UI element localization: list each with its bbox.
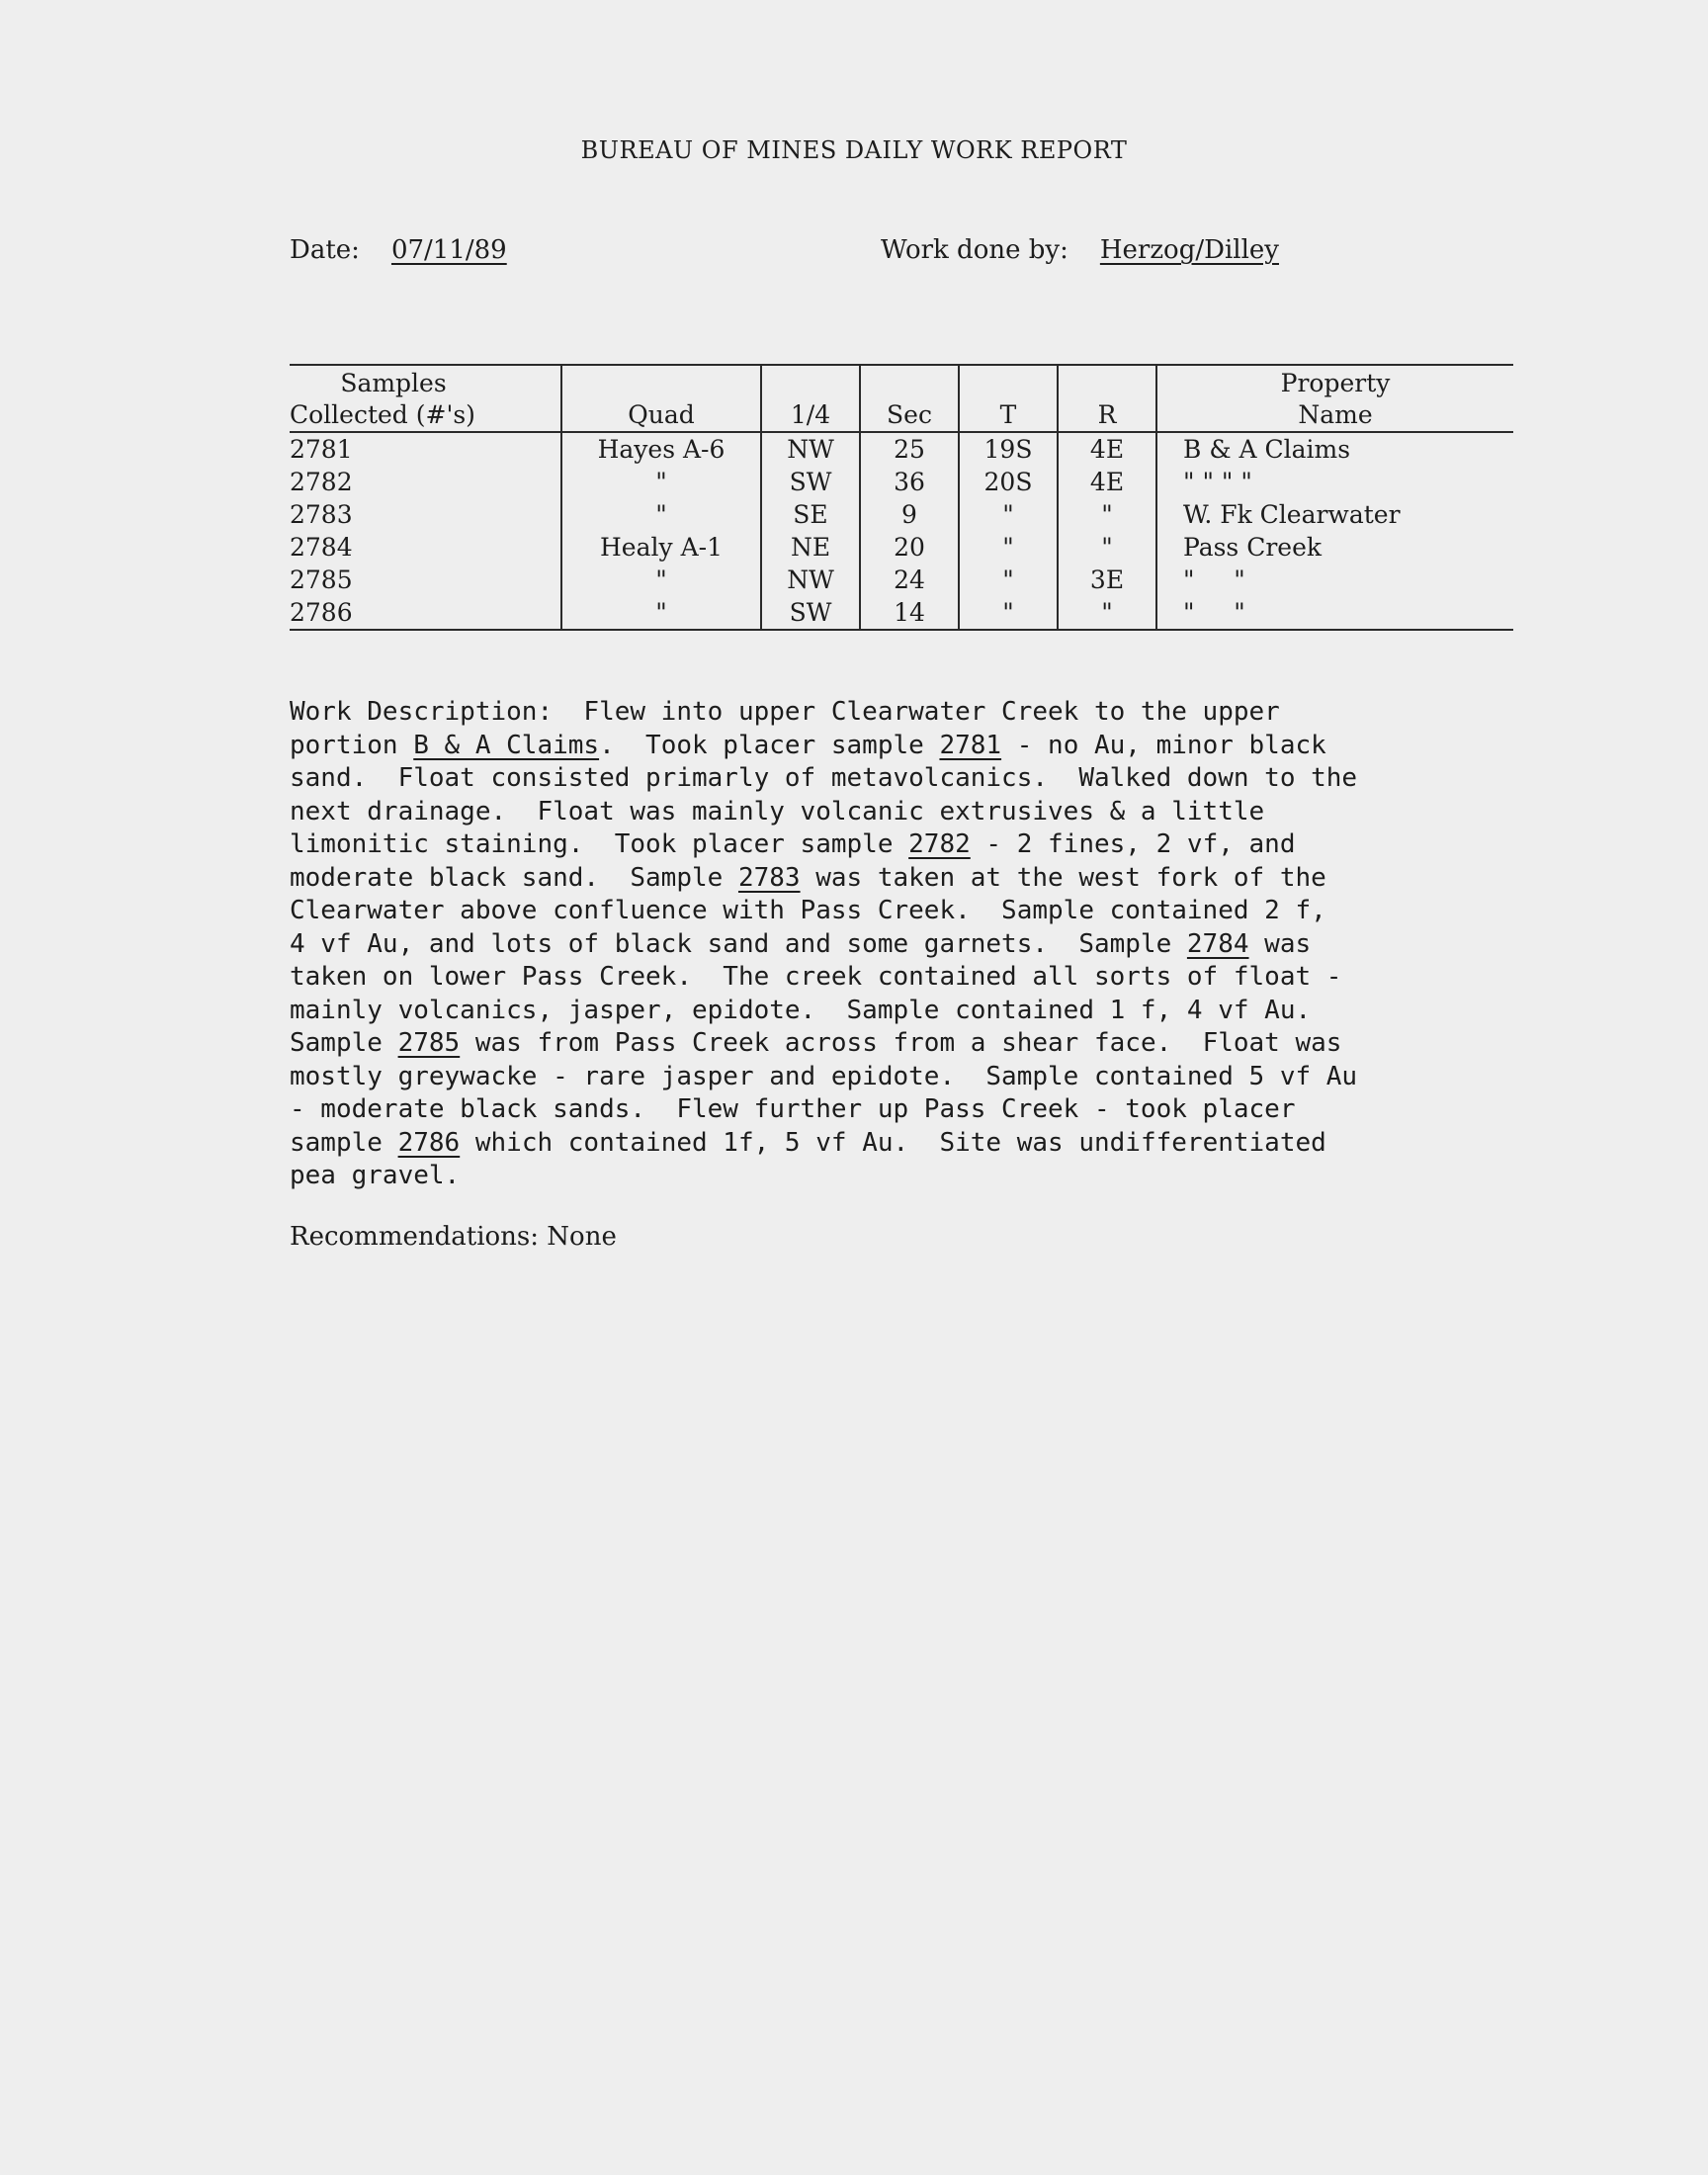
cell-property: " " " ": [1156, 466, 1513, 498]
description-text: sample: [290, 1127, 398, 1158]
underlined-reference: 2783: [737, 862, 801, 893]
cell-t: ": [959, 564, 1058, 596]
cell-t: ": [959, 498, 1058, 531]
description-line: [290, 762, 1476, 796]
cell-sec: 24: [860, 564, 959, 596]
description-text: . Took placer sample: [599, 730, 940, 760]
date-value: 07/11/89: [390, 235, 507, 265]
description-line: [290, 961, 1476, 995]
cell-sec: 25: [860, 432, 959, 466]
description-text: sand. Float consisted primarly of metavolcanics. Walked down to the: [290, 763, 1358, 793]
cell-property: W. Fk Clearwater: [1156, 498, 1513, 531]
description-text: Clearwater above confluence with Pass Creek. Sample contained 2 f,: [290, 896, 1326, 925]
cell-property: B & A Claims: [1156, 432, 1513, 466]
work-done-by-label: Work done by:: [881, 235, 1068, 265]
description-text: mostly greywacke - rare jasper and epidote. Sample contained 5 vf Au: [290, 1061, 1358, 1091]
underlined-reference: 2786: [397, 1127, 461, 1158]
description-text: pea gravel.: [290, 1161, 461, 1190]
table-row: [290, 432, 1513, 466]
cell-property: " ": [1156, 596, 1513, 630]
description-line: [290, 696, 1476, 730]
cell-sec: 20: [860, 531, 959, 564]
cell-quarter: NW: [761, 432, 860, 466]
cell-sample: 2784: [290, 533, 353, 562]
table-row: [290, 596, 1513, 630]
cell-sample: 2786: [290, 596, 561, 630]
header-samples: Samples Collected (#'s): [290, 365, 561, 432]
description-line: [290, 928, 1476, 962]
description-line: [290, 1127, 1476, 1161]
cell-quarter: NW: [761, 564, 860, 596]
description-text: moderate black sand. Sample: [290, 862, 738, 893]
cell-quarter: SW: [761, 466, 860, 498]
cell-sample: 2782: [290, 468, 353, 496]
cell-r: 4E: [1058, 466, 1156, 498]
work-done-by-value: Herzog/Dilley: [1099, 235, 1279, 265]
cell-property: " ": [1156, 564, 1513, 596]
description-text: 4 vf Au, and lots of black sand and some garnets. Sample: [290, 928, 1187, 959]
samples-table: [290, 364, 1513, 631]
recommendations-label: Recommendations:: [290, 1222, 540, 1252]
description-text: portion: [290, 730, 414, 760]
cell-r: ": [1058, 531, 1156, 564]
cell-sample: 2785: [290, 566, 353, 594]
description-line: [290, 1160, 1476, 1193]
description-line: [290, 796, 1476, 829]
header-r: R: [1058, 365, 1156, 432]
recommendations: [290, 1222, 617, 1252]
header-quad: Quad: [561, 365, 761, 432]
description-text: was taken at the west fork of the: [800, 862, 1326, 893]
description-text: - no Au, minor black: [1001, 730, 1326, 760]
description-line: [290, 895, 1476, 928]
cell-quad: ": [561, 466, 761, 498]
table-row: [290, 498, 1513, 531]
cell-quarter: NE: [761, 531, 860, 564]
description-text: limonitic staining. Took placer sample: [290, 829, 909, 859]
recommendations-value: None: [547, 1222, 617, 1252]
description-line: [290, 862, 1476, 896]
description-text: next drainage. Float was mainly volcanic extrusives & a little: [290, 796, 1265, 826]
work-done-by-field: [881, 235, 1279, 265]
description-text: which contained 1f, 5 vf Au. Site was undifferentiated: [460, 1127, 1326, 1158]
cell-quad: ": [561, 498, 761, 531]
description-text: Work Description: Flew into upper Clearwater Creek to the upper: [290, 697, 1280, 727]
underlined-reference: 2784: [1186, 928, 1249, 959]
header-sec: Sec: [860, 365, 959, 432]
description-text: was from Pass Creek across from a shear face. Float was: [460, 1028, 1342, 1058]
cell-t: 20S: [959, 466, 1058, 498]
description-line: [290, 1061, 1476, 1094]
header-property: Property Name: [1156, 365, 1513, 432]
underlined-reference: B & A Claims: [413, 730, 600, 760]
date-field: [290, 235, 507, 265]
description-line: [290, 1093, 1476, 1127]
cell-quarter: SE: [761, 498, 860, 531]
cell-quad: Healy A-1: [561, 531, 761, 564]
description-text: was: [1248, 928, 1312, 959]
date-label: Date:: [290, 235, 360, 265]
description-line: [290, 1027, 1476, 1061]
underlined-reference: 2785: [397, 1028, 461, 1058]
cell-quarter: SW: [761, 596, 860, 630]
cell-sample: 2781: [290, 435, 353, 464]
description-line: [290, 995, 1476, 1028]
description-text: mainly volcanics, jasper, epidote. Sample contained 1 f, 4 vf Au.: [290, 995, 1312, 1025]
table-row: [290, 466, 1513, 498]
cell-property: Pass Creek: [1156, 531, 1513, 564]
cell-sec: 36: [860, 466, 959, 498]
underlined-reference: 2782: [908, 829, 971, 859]
cell-sec: 14: [860, 596, 959, 630]
work-description: [290, 696, 1476, 1193]
description-text: - moderate black sands. Flew further up Pass Creek - took placer: [290, 1094, 1296, 1124]
description-line: [290, 730, 1476, 763]
header-t: T: [959, 365, 1058, 432]
cell-t: ": [959, 596, 1058, 630]
underlined-reference: 2781: [939, 730, 1002, 760]
cell-sec: 9: [860, 498, 959, 531]
table-header-row: [290, 365, 1513, 432]
header-quarter: 1/4: [761, 365, 860, 432]
cell-r: 3E: [1058, 564, 1156, 596]
cell-t: 19S: [959, 432, 1058, 466]
cell-t: ": [959, 531, 1058, 564]
cell-quad: Hayes A-6: [561, 432, 761, 466]
description-text: - 2 fines, 2 vf, and: [970, 829, 1296, 859]
description-line: [290, 828, 1476, 862]
cell-r: ": [1058, 596, 1156, 630]
description-text: taken on lower Pass Creek. The creek contained all sorts of float -: [290, 962, 1342, 992]
cell-sample: 2783: [290, 500, 353, 529]
cell-quad: ": [561, 596, 761, 630]
cell-r: ": [1058, 498, 1156, 531]
report-title: BUREAU OF MINES DAILY WORK REPORT: [580, 136, 1128, 164]
table-row: [290, 564, 1513, 596]
description-text: Sample: [290, 1028, 398, 1058]
table-row: [290, 531, 1513, 564]
cell-quad: ": [561, 564, 761, 596]
cell-r: 4E: [1058, 432, 1156, 466]
